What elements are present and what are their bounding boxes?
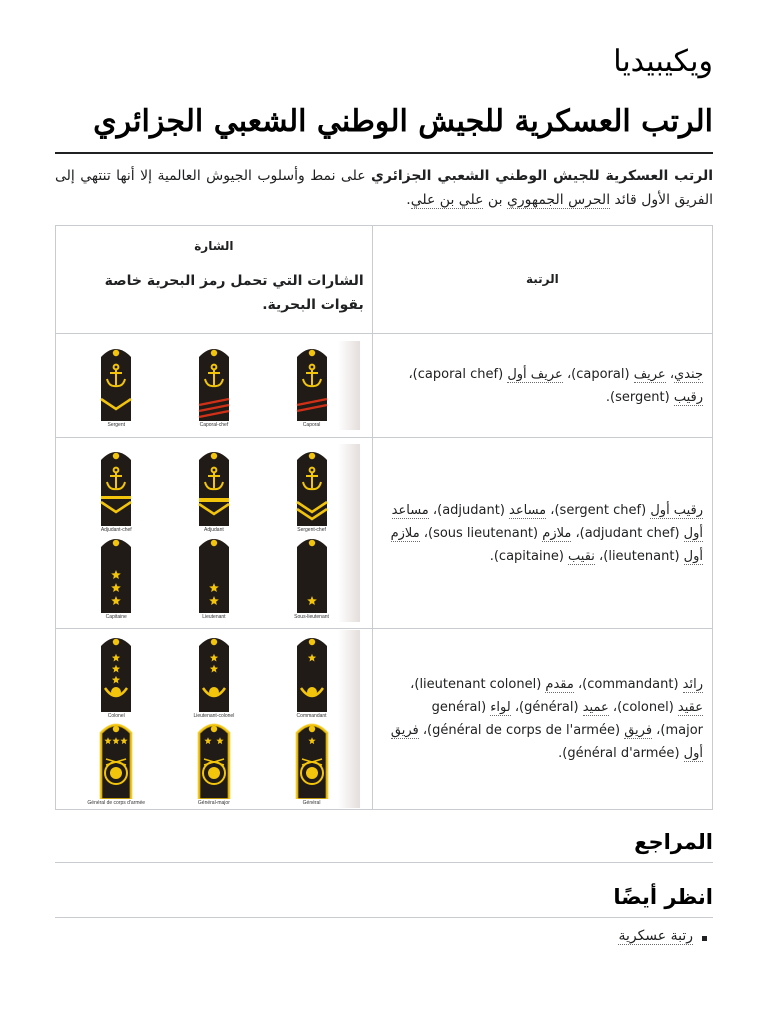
see-also-list [618,928,713,944]
rank-link[interactable]: فريق أول [390,723,703,761]
epaulette-caption: Capitaine [105,614,127,620]
rank-text: (adjudant chef)، [571,525,684,541]
epaulette-lieutenant-colonel [166,632,261,719]
epaulette-caption: Sous-lieutenant [294,614,329,620]
rank-link[interactable]: عقيد [677,700,703,715]
rank-link[interactable]: مقدم [545,677,574,692]
intro-text-2: بن [483,192,507,208]
epaulette-caption: Général [302,800,321,806]
insignia-image[interactable] [67,341,360,430]
rank-text: ، [665,366,675,382]
rank-link[interactable]: لواء [490,700,511,715]
epaulette-caporal-chef [166,343,261,428]
rank-text: (général)، [510,700,583,715]
epaulette-général-de-corps-d-armée [69,719,164,806]
link-republican-guard[interactable]: الحرس الجمهوري [506,192,611,208]
epaulette-caption: Lieutenant [202,614,226,620]
table-header-row [56,226,713,334]
link-ali-ben-ali[interactable]: علي بن علي [410,192,484,208]
rank-text: (caporal chef)، [408,366,508,382]
rank-link[interactable]: رقيب أول [650,502,703,518]
rank-text: (lieutenant)، [594,548,684,564]
epaulette-sous-lieutenant [264,533,359,620]
rank-link[interactable]: نقيب [568,548,595,564]
table-row [56,334,713,438]
insignia-image[interactable] [67,630,360,808]
epaulette-caporal [264,343,359,428]
epaulette-sergent-chef [264,446,359,533]
badge-cell [56,629,373,810]
header-rank: الرتبة [372,226,712,334]
intro-paragraph [55,164,713,212]
intro-text-1: على نمط وأسلوب الجيوش العالمية إلا أنها تنتهي إلى الفريق الأول قائد [55,168,713,208]
rank-link[interactable]: عميد [582,700,609,715]
rank-cell [372,438,712,629]
rank-link[interactable]: فريق [624,723,653,738]
rank-cell [372,334,712,438]
rank-link[interactable]: رائد [682,677,703,692]
epaulette-adjudant-chef [69,446,164,533]
rank-link[interactable]: رقيب [673,389,703,405]
table-row [56,629,713,810]
epaulette-colonel [69,632,164,719]
rank-link[interactable]: ملازم أول [390,525,703,564]
header-badge-note: الشارات التي تحمل رمز البحرية خاصة بقوات البحرية. [104,272,364,313]
insignia-image[interactable] [67,444,360,622]
rank-text: (sous lieutenant)، [419,525,543,541]
rank-text: (caporal)، [562,366,634,382]
rank-text: (sergent). [605,389,674,405]
intro-text-3: . [406,192,411,208]
link-military-rank[interactable]: رتبة عسكرية [618,928,693,944]
epaulette-caption: Sergent-chef [297,527,326,533]
epaulette-caption: Colonel [107,713,125,719]
epaulette-caption: Caporal [302,422,321,428]
epaulette-caption: Caporal-chef [199,422,229,428]
section-references-heading: المراجع [55,830,713,863]
badge-cell [56,438,373,629]
intro-bold-term: الرتب العسكرية للجيش الوطني الشعبي الجزائري [371,168,714,184]
epaulette-sergent [69,343,164,428]
rank-text: (colonel)، [608,700,678,715]
section-see-also-heading: انظر أيضًا [55,885,713,918]
rank-text: (sergent chef)، [546,502,651,518]
epaulette-commandant [264,632,359,719]
rank-text: (adjudant)، [428,502,510,518]
epaulette-caption: Lieutenant-colonel [193,713,235,719]
ranks-table [55,225,713,810]
rank-text: (commandant)، [573,677,683,692]
rank-link[interactable]: جندي [674,366,703,382]
epaulette-lieutenant [166,533,261,620]
epaulette-général [264,719,359,806]
header-badge [56,226,373,334]
rank-link[interactable]: مساعد [509,502,547,518]
epaulette-caption: Adjudant-chef [100,527,132,533]
epaulette-capitaine [69,533,164,620]
rank-text: (genéral major)، [431,700,703,738]
rank-link[interactable]: ملازم [542,525,572,541]
epaulette-caption: Général de corps d'armée [87,800,146,806]
table-row [56,438,713,629]
rank-link[interactable]: عريف أول [507,366,563,382]
epaulette-caption: Adjudant [204,527,224,533]
epaulette-caption: Général-major [197,800,230,806]
rank-text: (capitaine). [489,548,569,564]
epaulette-caption: Commandant [296,713,327,719]
badge-cell [56,334,373,438]
rank-text: (général d'armée). [558,746,684,761]
epaulette-caption: Sergent [107,422,125,428]
rank-text: (lieutenant colonel)، [410,677,546,692]
rank-cell [372,629,712,810]
epaulette-général-major [166,719,261,806]
rank-link[interactable]: عريف [633,366,666,382]
page-title: الرتب العسكرية للجيش الوطني الشعبي الجزائري [55,98,713,154]
rank-link[interactable]: مساعد أول [391,502,703,541]
rank-text: (général de corps de l'armée)، [418,723,625,738]
list-item [618,928,693,944]
wikipedia-wordmark[interactable]: ويكيبيديا [613,44,713,79]
epaulette-adjudant [166,446,261,533]
header-badge-title: الشارة [194,238,234,253]
